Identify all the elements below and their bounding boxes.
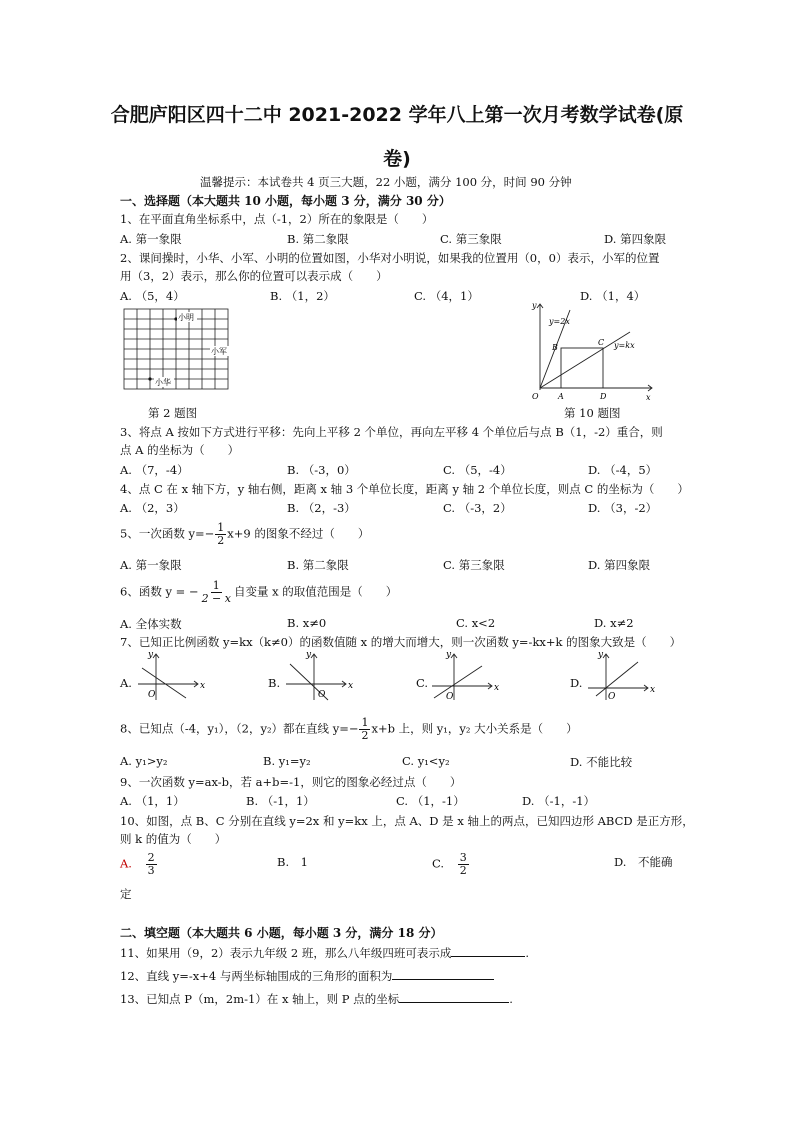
section-heading-fill: 二、填空题（本大题共 6 小题，每小题 3 分，满分 18 分） xyxy=(120,926,443,940)
q7-graph-b xyxy=(282,650,358,702)
fig10-a-label: A xyxy=(558,392,564,401)
q10-option-a: A. $\frac{2}{3}$ xyxy=(120,851,155,877)
q4-option-b: B. （2，-3） xyxy=(287,501,356,515)
q6-option-a: A. 全体实数 xyxy=(120,617,182,631)
question-11: 11、如果用（9，2）表示九年级 2 班，那么八年级四班可表示成 . xyxy=(120,946,530,960)
q9-option-d: D. （-1，-1） xyxy=(522,794,596,808)
q6-option-b: B. x≠0 xyxy=(287,616,327,630)
svg-text:x: x xyxy=(494,683,500,693)
page-title: 合肥庐阳区四十二中 2021-2022 学年八上第一次月考数学试卷(原 xyxy=(110,104,684,126)
q1-option-b: B. 第二象限 xyxy=(287,232,349,246)
svg-text:x: x xyxy=(650,685,656,695)
figure-10-caption: 第 10 题图 xyxy=(564,406,621,420)
q2-option-b: B. （1，2） xyxy=(270,289,335,303)
q5-fraction: $\frac{1}{2}$ xyxy=(217,521,225,547)
q5-text-pre: 5、一次函数 y=− xyxy=(120,526,215,541)
q10-option-d: D. 不能确 xyxy=(614,855,673,869)
q3-option-c: C. （5，-4） xyxy=(443,463,512,477)
q9-option-a: A. （1，1） xyxy=(120,794,185,808)
q10-option-d-cont: 定 xyxy=(120,887,132,901)
fig10-y-label: y xyxy=(532,301,537,310)
q6-text-pre: 6、函数 y = − xyxy=(120,584,199,599)
q7-option-a-label: A. xyxy=(120,676,132,690)
q8-text-post: x+b 上，则 y₁，y₂ 大小关系是（ ） xyxy=(371,721,578,736)
svg-text:y: y xyxy=(598,650,604,660)
q2-grid-figure xyxy=(120,306,232,394)
q6-text-post: 自变量 x 的取值范围是（ ） xyxy=(233,584,398,599)
question-13: 13、已知点 P（m，2m-1）在 x 轴上，则 P 点的坐标 . xyxy=(120,992,513,1006)
q6-option-c: C. x<2 xyxy=(456,616,496,630)
q3-option-a: A. （7，-4） xyxy=(120,463,189,477)
page-title-continued: 卷) xyxy=(383,148,411,170)
question-2-cont: 用（3，2）表示，那么你的位置可以表示成（ ） xyxy=(120,269,388,283)
q8-option-a: A. y₁>y₂ xyxy=(120,754,168,768)
q4-option-d: D. （3，-2） xyxy=(588,501,658,515)
q5-option-c: C. 第三象限 xyxy=(443,558,505,572)
q8-option-b: B. y₁=y₂ xyxy=(263,754,311,768)
svg-text:x: x xyxy=(200,681,206,691)
question-8 xyxy=(120,717,578,742)
section-heading-choice: 一、选择题（本大题共 10 小题，每小题 3 分，满分 30 分） xyxy=(120,194,451,208)
question-3: 3、将点 A 按如下方式进行平移：先向上平移 2 个单位，再向左平移 4 个单位后与点 B（1，-2）重合，则 xyxy=(120,425,663,439)
label-xiaohua: 小华 xyxy=(155,378,171,387)
q8-option-c: C. y₁<y₂ xyxy=(402,754,450,768)
q10-option-b: B. 1 xyxy=(277,855,308,869)
figure-2-caption: 第 2 题图 xyxy=(148,406,198,420)
exam-hint: 温馨提示：本试卷共 4 页三大题，22 小题，满分 100 分，时间 90 分钟 xyxy=(200,175,572,189)
question-12: 12、直线 y=-x+4 与两坐标轴围成的三角形的面积为 xyxy=(120,967,494,984)
question-10-cont: 则 k 的值为（ ） xyxy=(120,832,227,846)
question-6 xyxy=(120,580,397,605)
q5-option-d: D. 第四象限 xyxy=(588,558,651,572)
q9-option-b: B. （-1，1） xyxy=(246,794,315,808)
xiaohua-point xyxy=(148,377,151,380)
q1-option-d: D. 第四象限 xyxy=(604,232,667,246)
label-xiaoming: 小明 xyxy=(178,313,194,322)
svg-text:y: y xyxy=(148,650,154,660)
q11-answer-blank[interactable] xyxy=(451,944,525,957)
svg-text:y: y xyxy=(446,650,452,660)
q6-option-d: D. x≠2 xyxy=(594,616,634,630)
q8-text-pre: 8、已知点（-4，y₁），（2，y₂）都在直线 y=− xyxy=(120,721,359,736)
question-9: 9、一次函数 y=ax-b，若 a+b=-1，则它的图象必经过点（ ） xyxy=(120,775,462,789)
q4-option-c: C. （-3，2） xyxy=(443,501,512,515)
fig10-b-label: B xyxy=(552,343,558,352)
question-5 xyxy=(120,522,369,547)
label-xiaojun: 小军 xyxy=(211,347,227,356)
fig10-line1-label: y=2x xyxy=(549,317,570,326)
question-7: 7、已知正比例函数 y=kx（k≠0）的函数值随 x 的增大而增大，则一次函数 y=-kx+k 的图象大致是（ ） xyxy=(120,635,682,649)
q3-option-b: B. （-3，0） xyxy=(287,463,356,477)
q7-option-b-label: B. xyxy=(268,676,281,690)
q10-figure xyxy=(520,300,660,404)
question-4: 4、点 C 在 x 轴下方，y 轴右侧，距离 x 轴 3 个单位长度，距离 y 轴 2 个单位长度，则点 C 的坐标为（ ） xyxy=(120,482,689,496)
q3-option-d: D. （-4，5） xyxy=(588,463,658,477)
q7-graph-d xyxy=(584,650,660,702)
svg-text:O: O xyxy=(446,692,454,702)
question-10: 10、如图，点 B、C 分别在直线 y=2x 和 y=kx 上，点 A、D 是 x 轴上的两点，已知四边形 ABCD 是正方形， xyxy=(120,814,694,828)
q12-answer-blank[interactable] xyxy=(392,967,494,980)
svg-text:y: y xyxy=(306,650,312,660)
q2-option-c: C. （4，1） xyxy=(414,289,479,303)
q10-option-c: C. $\frac{3}{2}$ xyxy=(432,851,467,877)
q5-option-a: A. 第一象限 xyxy=(120,558,182,572)
q7-option-d-label: D. xyxy=(570,676,583,690)
question-1: 1、在平面直角坐标系中，点（-1，2）所在的象限是（ ） xyxy=(120,212,434,226)
svg-text:O: O xyxy=(608,692,616,702)
q5-option-b: B. 第二象限 xyxy=(287,558,349,572)
fig10-origin-label: O xyxy=(532,392,539,401)
q9-option-c: C. （1，-1） xyxy=(396,794,465,808)
fig10-c-label: C xyxy=(598,338,605,347)
svg-text:O: O xyxy=(148,690,156,700)
svg-text:O: O xyxy=(318,690,326,700)
question-3-cont: 点 A 的坐标为（ ） xyxy=(120,443,240,457)
q2-option-a: A. （5，4） xyxy=(120,289,185,303)
q4-option-a: A. （2，3） xyxy=(120,501,185,515)
svg-text:x: x xyxy=(348,681,354,691)
q1-option-c: C. 第三象限 xyxy=(440,232,502,246)
q8-fraction: $\frac{1}{2}$ xyxy=(361,716,369,742)
question-2: 2、课间操时，小华、小军、小明的位置如图，小华对小明说，如果我的位置用（0，0）表示，小军的位置 xyxy=(120,251,660,265)
fig10-line2-label: y=kx xyxy=(614,341,635,350)
q1-option-a: A. 第一象限 xyxy=(120,232,182,246)
fig10-d-label: D xyxy=(600,392,607,401)
q8-option-d: D. 不能比较 xyxy=(570,755,633,769)
q13-answer-blank[interactable] xyxy=(399,990,509,1003)
q6-fraction: $\frac{1}{2 - x}$ xyxy=(201,579,231,605)
fig10-x-label: x xyxy=(646,393,651,402)
q5-text-post: x+9 的图象不经过（ ） xyxy=(227,526,370,541)
q7-option-c-label: C. xyxy=(416,676,429,690)
q2-option-d: D. （1，4） xyxy=(580,289,646,303)
q7-graph-c xyxy=(428,650,504,702)
q7-graph-a xyxy=(134,650,210,702)
